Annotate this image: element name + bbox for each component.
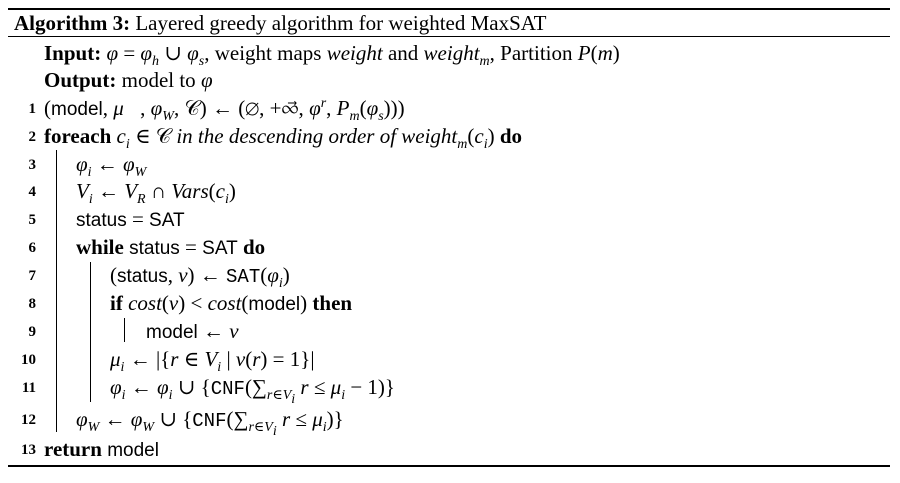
- line-number: 13: [21, 442, 36, 458]
- line-content: while status = SAT do: [76, 235, 266, 259]
- line-number: 7: [28, 268, 36, 284]
- bottom-rule: [8, 465, 890, 467]
- line-number: 8: [28, 296, 36, 312]
- output-keyword: Output:: [44, 68, 117, 92]
- line-content: (status, ν) ← $SAT(\varphi_i)$: [110, 263, 290, 292]
- line-number: 4: [28, 184, 36, 200]
- line-content: $\varphi_i$ ← $\varphi_i$ ∪ {$CNF(\sum_{r\in V_i}$ $r \le \mu_i - 1$)}: [110, 375, 395, 407]
- while-block-bar: [90, 262, 91, 402]
- line-number: 2: [28, 129, 36, 145]
- line-content: return model: [44, 437, 159, 461]
- line-content: $\mu_i$ ← |{r ∈ $V_i$ | ν(r) = 1}|: [110, 347, 315, 376]
- input-keyword: Input:: [44, 41, 102, 65]
- line-number: 6: [28, 240, 36, 256]
- line-number: 1: [28, 101, 36, 117]
- input-content: Input: $\varphi = \varphi_h$ ∪ $\varphi_s$, weight maps weight and weight$_m$, Partition P(m): [44, 41, 620, 70]
- line-content: status = SAT: [76, 207, 185, 231]
- line-content: $V_i$ ← $V_R$ ∩ $Vars(c_i)$: [76, 179, 236, 208]
- foreach-block-bar: [56, 150, 57, 432]
- line-number: 11: [21, 380, 36, 396]
- line-content: (model, μ⃗, $\varphi_W$, 𝒞) ← (∅, +∞⃗, $\varphi^r$, $P_m(\varphi_s)$)): [44, 96, 405, 125]
- line-number: 9: [28, 324, 36, 340]
- line-content: $\varphi_W$ ← $\varphi_W$ ∪ {$CNF(\sum_{r\in V_i}$ $r \le \mu_i$)}: [76, 407, 344, 439]
- line-content: foreach $c_i$ ∈ 𝒞 in the descending order of $weight_m(c_i)$ do: [44, 124, 523, 153]
- line-content: $\varphi_i$ ← $\varphi_W$: [76, 152, 147, 181]
- if-block-bar: [124, 318, 125, 342]
- line-number: 3: [28, 157, 36, 173]
- line-number: 12: [21, 412, 36, 428]
- caption-label: Algorithm 3:: [14, 11, 131, 35]
- algorithm-caption: [14, 10, 546, 36]
- line-content: model ← ν: [146, 319, 239, 343]
- caption-rule: [8, 36, 890, 37]
- output-content: Output: model to φ: [44, 68, 213, 92]
- caption-title: Layered greedy algorithm for weighted MaxSAT: [135, 11, 547, 35]
- line-number: 10: [21, 352, 36, 368]
- line-number: 5: [28, 212, 36, 228]
- line-content: if cost(ν) < cost(model) then: [110, 291, 353, 315]
